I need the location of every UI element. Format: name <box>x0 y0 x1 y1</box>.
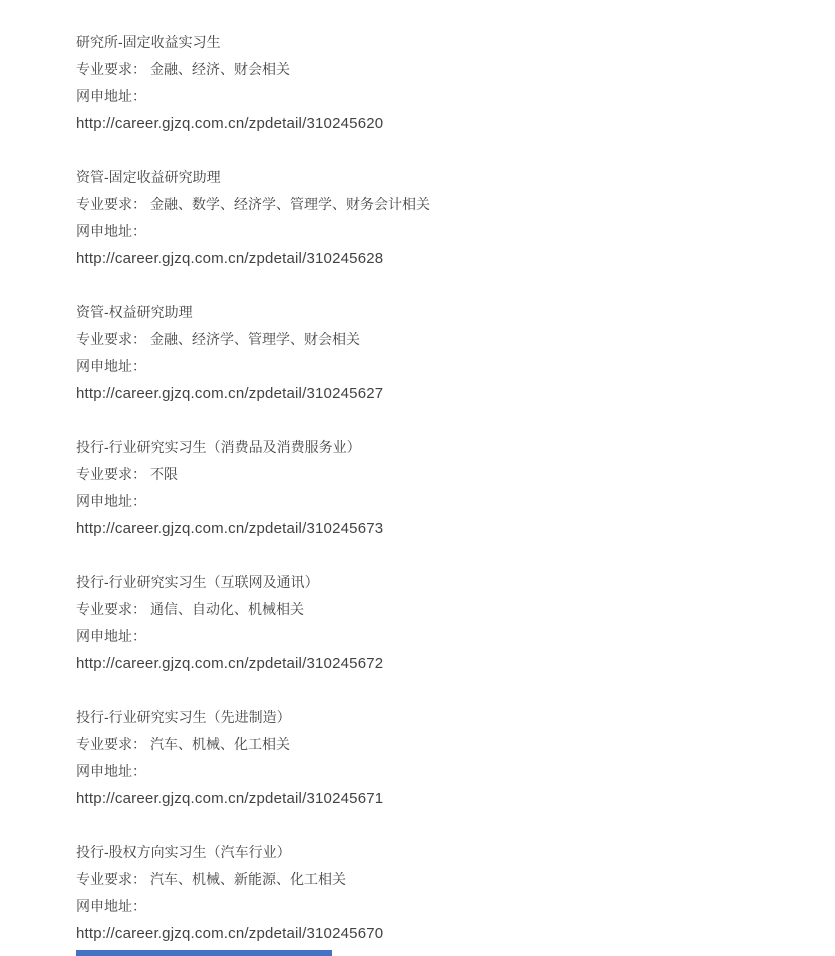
job-title: 投行-行业研究实习生（互联网及通讯） <box>76 574 319 590</box>
job-url: http://career.gjzq.com.cn/zpdetail/310245672 <box>76 655 384 672</box>
apply-label: 网申地址： <box>76 628 146 644</box>
job-requirements <box>76 461 759 488</box>
job-title: 研究所-固定收益实习生 <box>76 34 221 50</box>
apply-label: 网申地址： <box>76 358 146 374</box>
requirement-value: 金融、经济学、管理学、财会相关 <box>150 331 360 347</box>
requirement-value: 汽车、机械、化工相关 <box>150 736 290 752</box>
requirement-label: 专业要求： <box>76 331 146 347</box>
apply-label: 网申地址： <box>76 898 146 914</box>
job-requirements <box>76 596 759 623</box>
job-block <box>76 299 759 407</box>
job-requirements <box>76 56 759 83</box>
job-block <box>76 164 759 272</box>
job-url: http://career.gjzq.com.cn/zpdetail/310245673 <box>76 520 384 537</box>
job-block <box>76 29 759 137</box>
table-header-sliver <box>76 950 332 956</box>
requirement-value: 汽车、机械、新能源、化工相关 <box>150 871 346 887</box>
job-url: http://career.gjzq.com.cn/zpdetail/310245670 <box>76 925 384 942</box>
job-requirements <box>76 191 759 218</box>
apply-label: 网申地址： <box>76 493 146 509</box>
job-requirements <box>76 866 759 893</box>
job-title: 投行-行业研究实习生（先进制造） <box>76 709 291 725</box>
job-title: 投行-股权方向实习生（汽车行业） <box>76 844 291 860</box>
job-block <box>76 839 759 947</box>
job-url: http://career.gjzq.com.cn/zpdetail/310245620 <box>76 115 384 132</box>
apply-label: 网申地址： <box>76 763 146 779</box>
requirement-value: 金融、数学、经济学、管理学、财务会计相关 <box>150 196 430 212</box>
job-title: 资管-权益研究助理 <box>76 304 193 320</box>
job-requirements <box>76 731 759 758</box>
job-url: http://career.gjzq.com.cn/zpdetail/310245628 <box>76 250 384 267</box>
job-title: 投行-行业研究实习生（消费品及消费服务业） <box>76 439 361 455</box>
requirement-label: 专业要求： <box>76 601 146 617</box>
job-requirements <box>76 326 759 353</box>
requirement-label: 专业要求： <box>76 466 146 482</box>
requirement-value: 金融、经济、财会相关 <box>150 61 290 77</box>
requirement-label: 专业要求： <box>76 736 146 752</box>
requirement-label: 专业要求： <box>76 196 146 212</box>
apply-label: 网申地址： <box>76 223 146 239</box>
job-title: 资管-固定收益研究助理 <box>76 169 221 185</box>
job-block <box>76 434 759 542</box>
requirement-value: 不限 <box>150 466 178 482</box>
job-url: http://career.gjzq.com.cn/zpdetail/310245627 <box>76 385 384 402</box>
job-block <box>76 704 759 812</box>
apply-label: 网申地址： <box>76 88 146 104</box>
requirement-value: 通信、自动化、机械相关 <box>150 601 304 617</box>
requirement-label: 专业要求： <box>76 871 146 887</box>
job-block <box>76 569 759 677</box>
job-url: http://career.gjzq.com.cn/zpdetail/310245671 <box>76 790 384 807</box>
requirement-label: 专业要求： <box>76 61 146 77</box>
